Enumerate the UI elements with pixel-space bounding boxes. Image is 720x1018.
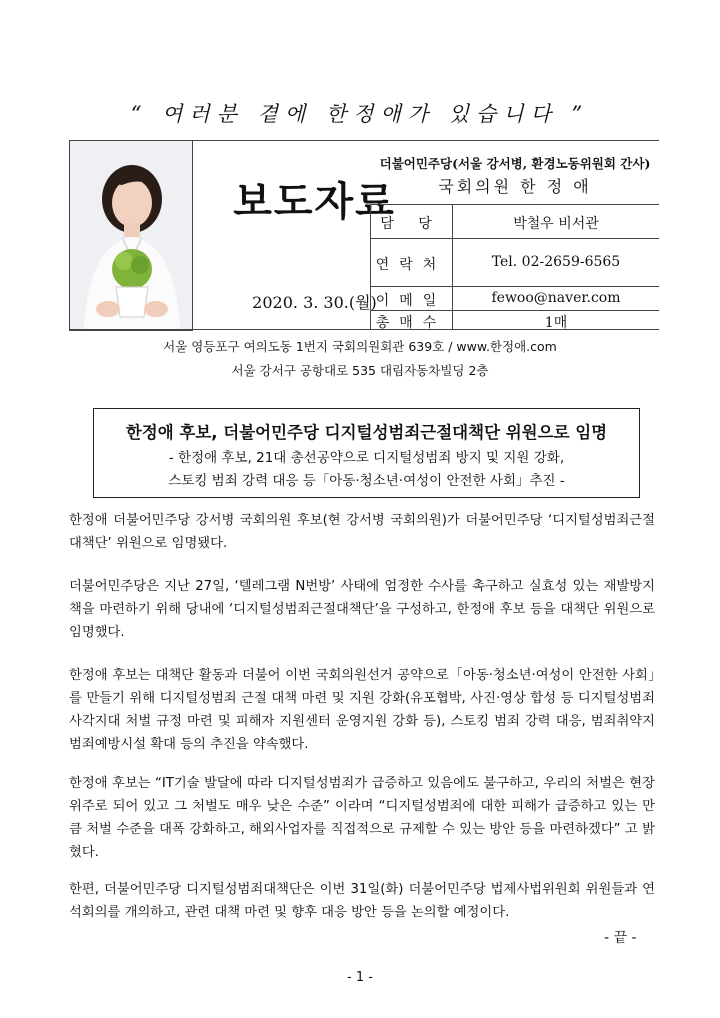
divider bbox=[370, 204, 659, 205]
member-name: 국회의원 한 정 애 bbox=[438, 177, 592, 196]
body-paragraph: 한정애 후보는 대책단 활동과 더불어 이번 국회의원선거 공약으로「아동·청소년·여성이 안전한 사회」를 만들기 위해 디지털성범죄 근절 대책 마련 및 지원 강화(유포협박, 사진·영상 합성 등 디지털성범죄 사각지대 처벌 규정 마련 및 피해자 지원센터 운영지원 강화 등), 스토킹 범죄 강력 대응, 범죄취약지 범죄예방시설 확대 등의 추진을 약속했다. bbox=[69, 668, 655, 752]
page-title: 보도자료 bbox=[233, 179, 396, 225]
release-date: 2020. 3. 30.(월) bbox=[252, 293, 377, 312]
contact-label-pages: 총매수 bbox=[375, 315, 447, 331]
body-paragraph: 한정애 후보는 “IT기술 발달에 따라 디지털성범죄가 급증하고 있음에도 불구하고, 우리의 처벌은 현장 위주로 되어 있고 그 처벌도 매우 낮은 수준” 이라며 “디지털성범죄에 대한 피해가 급증하고 있는 만큼 처벌 수준을 대폭 강화하고, 해외사업자를 직접적으로 규제할 수 있는 방안 등을 마련하겠다” 고 밝혔다. bbox=[69, 776, 655, 860]
portrait-image bbox=[70, 141, 193, 330]
headline-subtitle-1: - 한정애 후보, 21대 총선공약으로 디지털성범죄 방지 및 지원 강화, bbox=[168, 450, 565, 466]
contact-value-phone: Tel. 02-2659-6565 bbox=[491, 254, 621, 270]
page-number: - 1 - bbox=[347, 970, 373, 985]
divider bbox=[370, 286, 659, 287]
headline-title: 한정애 후보, 더불어민주당 디지털성범죄근절대책단 위원으로 임명 bbox=[125, 423, 608, 442]
divider bbox=[370, 310, 659, 311]
body-paragraph: 한정애 더불어민주당 강서병 국회의원 후보(현 강서병 국회의원)가 더불어민주당 ‘디지털성범죄근절대책단’ 위원으로 임명됐다. bbox=[69, 513, 655, 551]
headline-box bbox=[93, 408, 640, 498]
body-paragraph: 한편, 더불어민주당 디지털성범죄대책단은 이번 31일(화) 더불어민주당 법제사법위원회 위원들과 연석회의를 개의하고, 관련 대책 마련 및 향후 대응 방안 등을 논의할 예정이다. bbox=[69, 882, 655, 920]
contact-value-pages: 1매 bbox=[544, 315, 568, 331]
slogan: “ 여러분 곁에 한정애가 있습니다 ” bbox=[130, 102, 590, 126]
party-affiliation: 더불어민주당(서울 강서병, 환경노동위원회 간사) bbox=[379, 156, 651, 171]
contact-label-manager: 담 당 bbox=[380, 216, 442, 232]
headline-subtitle-2: 스토킹 범죄 강력 대응 등「아동·청소년·여성이 안전한 사회」추진 - bbox=[168, 473, 565, 489]
contact-label-phone: 연락처 bbox=[375, 257, 447, 273]
contact-label-email: 이메일 bbox=[375, 293, 447, 309]
contact-value-manager: 박철우 비서관 bbox=[513, 216, 599, 232]
address-line-2: 서울 강서구 공항대로 535 대림자동차빌딩 2층 bbox=[231, 363, 489, 378]
end-mark: - 끝 - bbox=[604, 930, 637, 946]
body-paragraph: 더불어민주당은 지난 27일, ‘텔레그램 N번방’ 사태에 엄정한 수사를 촉구하고 실효성 있는 재발방지책을 마련하기 위해 당내에 ‘디지털성범죄근절대책단’을 구성하고, 한정애 후보 등을 대책단 위원으로 임명했다. bbox=[69, 579, 655, 640]
divider bbox=[370, 238, 659, 239]
member-photo bbox=[69, 140, 193, 331]
divider bbox=[69, 329, 659, 330]
contact-value-email: fewoo@naver.com bbox=[491, 290, 621, 306]
address-line-1: 서울 영등포구 여의도동 1번지 국회의원회관 639호 / www.한정애.com bbox=[163, 339, 557, 354]
press-header bbox=[69, 140, 659, 335]
